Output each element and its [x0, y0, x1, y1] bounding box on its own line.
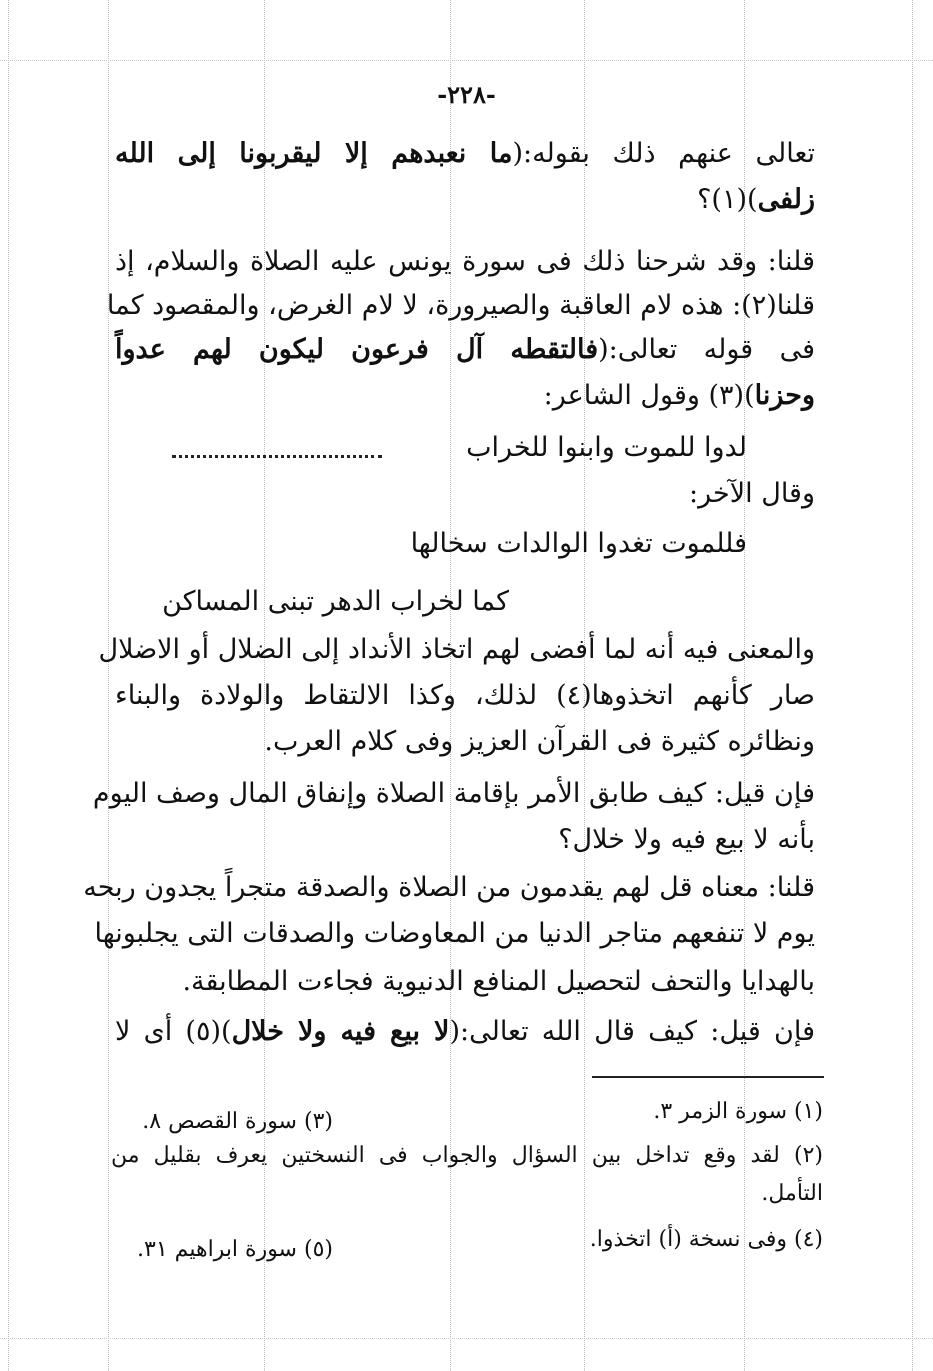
body-line: فى قوله تعالى:(فالتقطه آل فرعون ليكون لهم عدواً	[115, 334, 816, 365]
body-line: فإن قيل: كيف قال الله تعالى:(لا بيع فيه ولا خلال)(٥) أى لا	[115, 1016, 815, 1047]
page-number: -٢٢٨-	[437, 80, 496, 109]
body-line: فإن قيل: كيف طابق الأمر بإقامة الصلاة وإنفاق المال وصف اليوم	[92, 778, 815, 809]
body-line: والمعنى فيه أنه لما أفضى لهم اتخاذ الأنداد إلى الضلال أو الاضلال	[98, 634, 815, 665]
scan-guide-line	[8, 0, 9, 1371]
body-line: قلنا: معناه قل لهم يقدمون من الصلاة والصدقة متجراً يجدون ربحه	[83, 872, 815, 903]
scan-guide-line	[108, 0, 109, 1371]
body-line: تعالى عنهم ذلك بقوله:(ما نعبدهم إلا ليقربونا إلى الله	[115, 138, 815, 169]
body-line: بالهدايا والتحف لتحصيل المنافع الدنيوية فجاءت المطابقة.	[182, 966, 815, 997]
body-line: قلنا: وقد شرحنا ذلك فى سورة يونس عليه الصلاة والسلام، إذ	[115, 246, 815, 277]
footnote: (٤) وفى نسخة (أ) اتخذوا.	[589, 1227, 823, 1252]
body-line: يوم لا تنفعهم متاجر الدنيا من المعاوضات والصدقات التى يجلبونها	[94, 918, 815, 949]
body-line: صار كأنهم اتخذوها(٤) لذلك، وكذا الالتقاط والولادة والبناء	[115, 680, 815, 711]
poetry-verse: فللموت تغدوا الوالدات سخالها	[410, 528, 747, 559]
body-line: بأنه لا بيع فيه ولا خلال؟	[558, 824, 815, 855]
body-line: وحزنا)(٣) وقول الشاعر:	[543, 380, 815, 411]
quran-quote: فالتقطه آل فرعون ليكون لهم عدواً	[115, 334, 599, 365]
poetry-verse: لدوا للموت وابنوا للخراب	[466, 432, 747, 463]
body-line: زلفى)(١)؟	[697, 184, 815, 215]
quran-quote: زلفى	[757, 184, 815, 215]
poetry-verse: كما لخراب الدهر تبنى المساكن	[162, 586, 509, 617]
quran-quote: ما نعبدهم إلا ليقربونا إلى الله	[115, 138, 513, 169]
footnote: (٥) سورة ابراهيم ٣١.	[137, 1237, 333, 1262]
footnote: (١) سورة الزمر ٣.	[653, 1099, 823, 1124]
footnote-separator	[592, 1076, 824, 1078]
scan-guide-line	[0, 60, 933, 61]
verse-ellipsis	[172, 455, 382, 458]
quran-quote: وحزنا	[754, 380, 815, 411]
body-line: قلنا(٢): هذه لام العاقبة والصيرورة، لا لام الغرض، والمقصود كما	[106, 290, 815, 321]
body-line: ونظائره كثيرة فى القرآن العزيز وفى كلام العرب.	[264, 726, 815, 757]
footnote: التأمل.	[761, 1181, 823, 1206]
scan-guide-line	[912, 0, 913, 1371]
footnote: (٣) سورة القصص ٨.	[142, 1109, 333, 1134]
body-line: وقال الآخر:	[689, 478, 815, 509]
scan-guide-line	[0, 1338, 933, 1339]
quran-quote: لا بيع فيه ولا خلال	[231, 1016, 450, 1047]
footnote: (٢) لقد وقع تداخل بين السؤال والجواب فى النسختين يعرف بقليل من	[111, 1143, 823, 1168]
